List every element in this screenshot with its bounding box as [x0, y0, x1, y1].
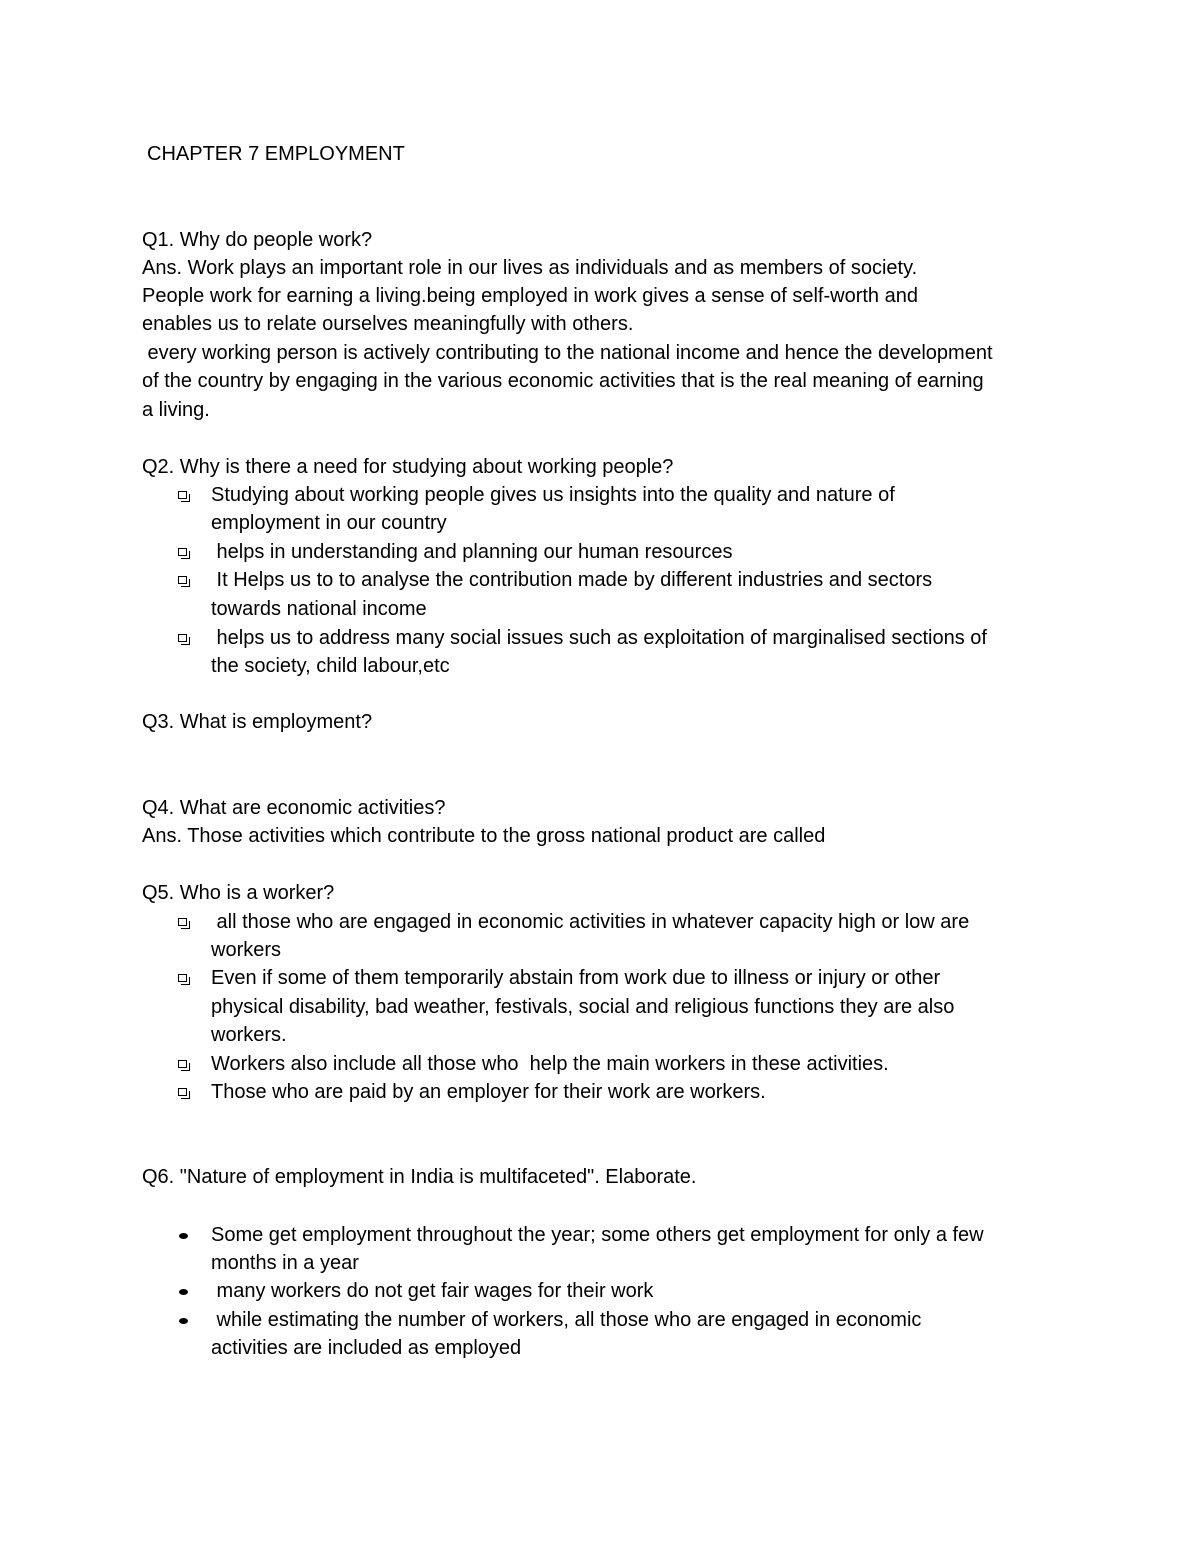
- round-bullet-icon: [179, 1289, 188, 1295]
- q6-list-item: Some get employment throughout the year; some others get employment for only a few: [211, 1224, 984, 1246]
- q5-list-item-continuation: workers.: [211, 1024, 287, 1046]
- round-bullet-icon: [179, 1233, 188, 1239]
- q5-list-item: Workers also include all those who help the main workers in these activities.: [211, 1053, 889, 1075]
- q5-list-item: all those who are engaged in economic activities in whatever capacity high or low are: [211, 911, 970, 933]
- q1-answer-line: Ans. Work plays an important role in our lives as individuals and as members of society.: [142, 257, 918, 279]
- square-bullet-icon: [178, 634, 187, 642]
- q2-list-item-continuation: towards national income: [211, 598, 427, 620]
- q3-question: Q3. What is employment?: [142, 711, 373, 733]
- q1-answer-line: a living.: [142, 399, 210, 421]
- square-bullet-icon: [178, 974, 187, 982]
- q6-list-item: while estimating the number of workers, all those who are engaged in economic: [211, 1309, 922, 1331]
- q5-list-item-continuation: workers: [211, 939, 282, 961]
- q5-list-item-continuation: physical disability, bad weather, festivals, social and religious functions they are also: [211, 996, 955, 1018]
- q5-list-item: Even if some of them temporarily abstain from work due to illness or injury or other: [211, 967, 941, 989]
- round-bullet-icon: [179, 1318, 188, 1324]
- q6-question: Q6. "Nature of employment in India is multifaceted". Elaborate.: [142, 1166, 697, 1188]
- square-bullet-icon: [178, 491, 187, 499]
- q2-list-item: Studying about working people gives us insights into the quality and nature of: [211, 484, 895, 506]
- q1-question: Q1. Why do people work?: [142, 229, 373, 251]
- q4-question: Q4. What are economic activities?: [142, 797, 446, 819]
- chapter-title: CHAPTER 7 EMPLOYMENT: [147, 143, 405, 165]
- q2-list-item: helps in understanding and planning our human resources: [211, 541, 733, 563]
- q2-list-item-continuation: employment in our country: [211, 512, 447, 534]
- q6-list-item: many workers do not get fair wages for their work: [211, 1280, 654, 1302]
- square-bullet-icon: [178, 1088, 187, 1096]
- q4-answer: Ans. Those activities which contribute to the gross national product are called: [142, 825, 826, 847]
- q2-question: Q2. Why is there a need for studying about working people?: [142, 456, 674, 478]
- q2-list-item: helps us to address many social issues such as exploitation of marginalised sections of: [211, 627, 987, 649]
- q1-answer-line: People work for earning a living.being employed in work gives a sense of self-worth and: [142, 285, 918, 307]
- q5-question: Q5. Who is a worker?: [142, 882, 335, 904]
- square-bullet-icon: [178, 548, 187, 556]
- q5-list-item: Those who are paid by an employer for their work are workers.: [211, 1081, 766, 1103]
- q1-answer-line: of the country by engaging in the various economic activities that is the real meaning of earning: [142, 370, 984, 392]
- q2-list-item: It Helps us to to analyse the contribution made by different industries and sectors: [211, 569, 933, 591]
- square-bullet-icon: [178, 918, 187, 926]
- q1-answer-line: enables us to relate ourselves meaningfully with others.: [142, 313, 634, 335]
- q6-list-item-continuation: months in a year: [211, 1252, 359, 1274]
- q6-list-item-continuation: activities are included as employed: [211, 1337, 522, 1359]
- q1-answer-line: every working person is actively contributing to the national income and hence the development: [142, 342, 993, 364]
- square-bullet-icon: [178, 1060, 187, 1068]
- q2-list-item-continuation: the society, child labour,etc: [211, 655, 450, 677]
- square-bullet-icon: [178, 576, 187, 584]
